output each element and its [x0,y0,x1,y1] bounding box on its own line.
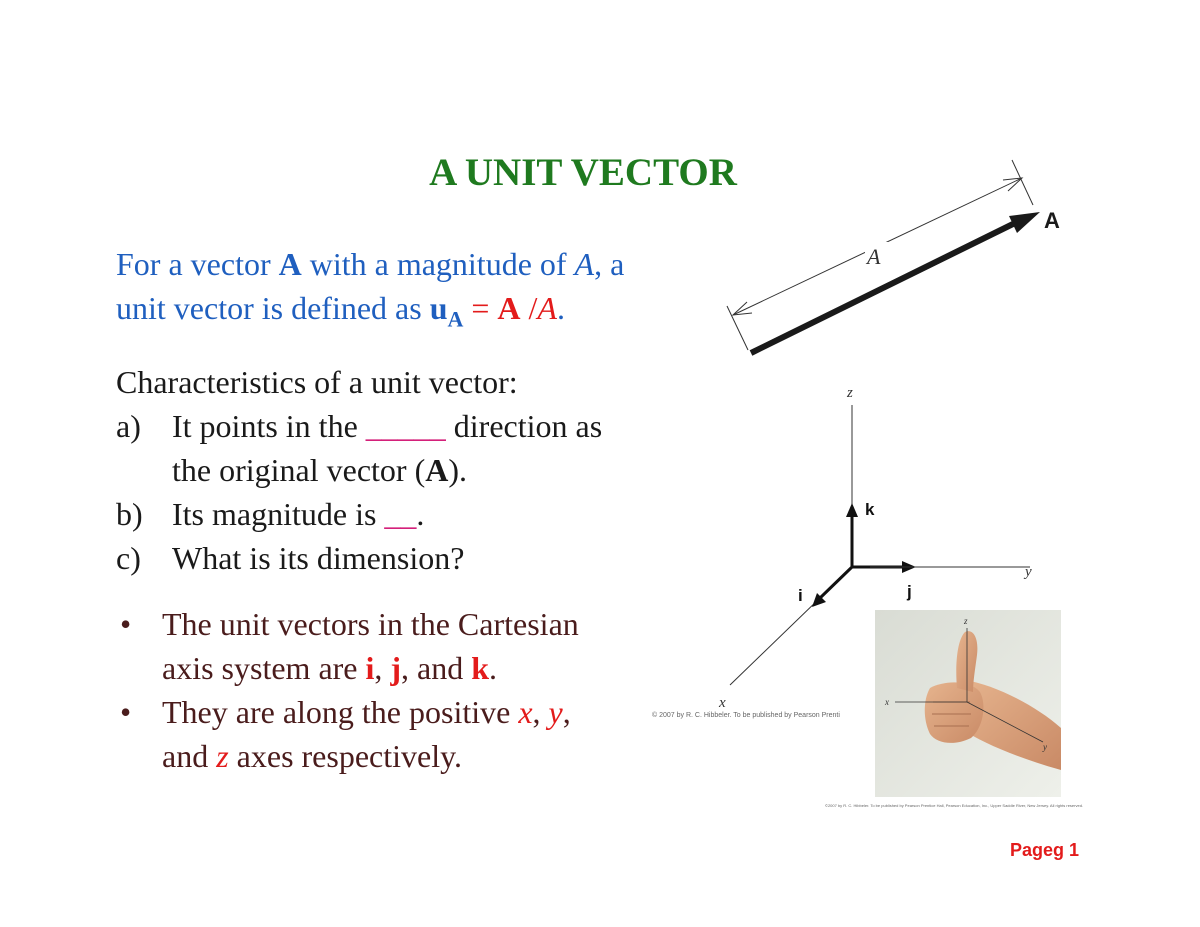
vector-a-figure [715,150,1085,365]
bullet-item-2: • They are along the positive x, y, and z axes respectively. [116,690,579,778]
x-axis-label: x [719,695,726,711]
bullet-icon: • [120,606,132,642]
vector-a: A [278,246,302,282]
bullet-icon: • [120,694,132,730]
j-label: j [907,582,912,601]
slide-title: A UNIT VECTOR [429,151,737,194]
photo-copyright-caption: ©2007 by R. C. Hibbeler. To be published by Pearson Prentice Hall, Pearson Education, Inc., Upper Saddle River, New Jersey. All rights reserved. [825,803,1084,808]
right-hand-rule-photo [875,610,1061,797]
photo-z-label: z [964,616,968,626]
page-number: Pageg 1 [1010,840,1080,860]
y-axis-label: y [1025,564,1032,580]
characteristic-a: a) It points in the _____ direction as the original vector (A). [116,408,603,488]
i-label: i [798,586,803,605]
unit-vector-u: u [429,290,448,326]
unit-vector-subscript: A [447,306,464,332]
blank-magnitude: __ [384,496,417,532]
characteristic-b: b) Its magnitude is __. [116,496,425,532]
photo-y-label: y [1043,742,1047,752]
vector-label: A [1044,208,1060,233]
unit-vector-definition [116,242,624,341]
photo-x-label: x [885,697,889,707]
dimension-arrow-right-icon [1003,178,1022,191]
blank-direction: _____ [365,408,446,444]
definition-line-2: unit vector is defined as $u_A = A$ /A. [116,290,565,332]
z-axis-label: z [847,385,853,401]
definition-line-1: For a vector A with a magnitude of A, a [116,246,625,282]
axes-copyright-caption: © 2007 by R. C. Hibbeler. To be published by Pearson Prenti [652,712,840,719]
dimension-arrow-left-icon [733,302,752,315]
bullet-item-1: • The unit vectors in the Cartesian axis system are i, j, and k. [116,602,579,690]
extension-line-right [1012,160,1033,205]
magnitude-label: A [867,244,881,269]
magnitude-a: A [574,246,595,282]
vector-arrow-head-icon [1009,212,1040,233]
y-axis-extension [870,560,1050,584]
i-unit-vector [820,567,852,598]
characteristic-c: c) What is its dimension? [116,540,465,576]
cartesian-axes-figure [640,375,912,720]
k-arrow-head-icon [846,503,858,517]
fist-shape [925,682,984,743]
bullet-list [116,602,579,778]
characteristics-heading: Characteristics of a unit vector: [116,364,518,400]
k-label: k [865,500,875,519]
characteristics-list [116,360,602,580]
